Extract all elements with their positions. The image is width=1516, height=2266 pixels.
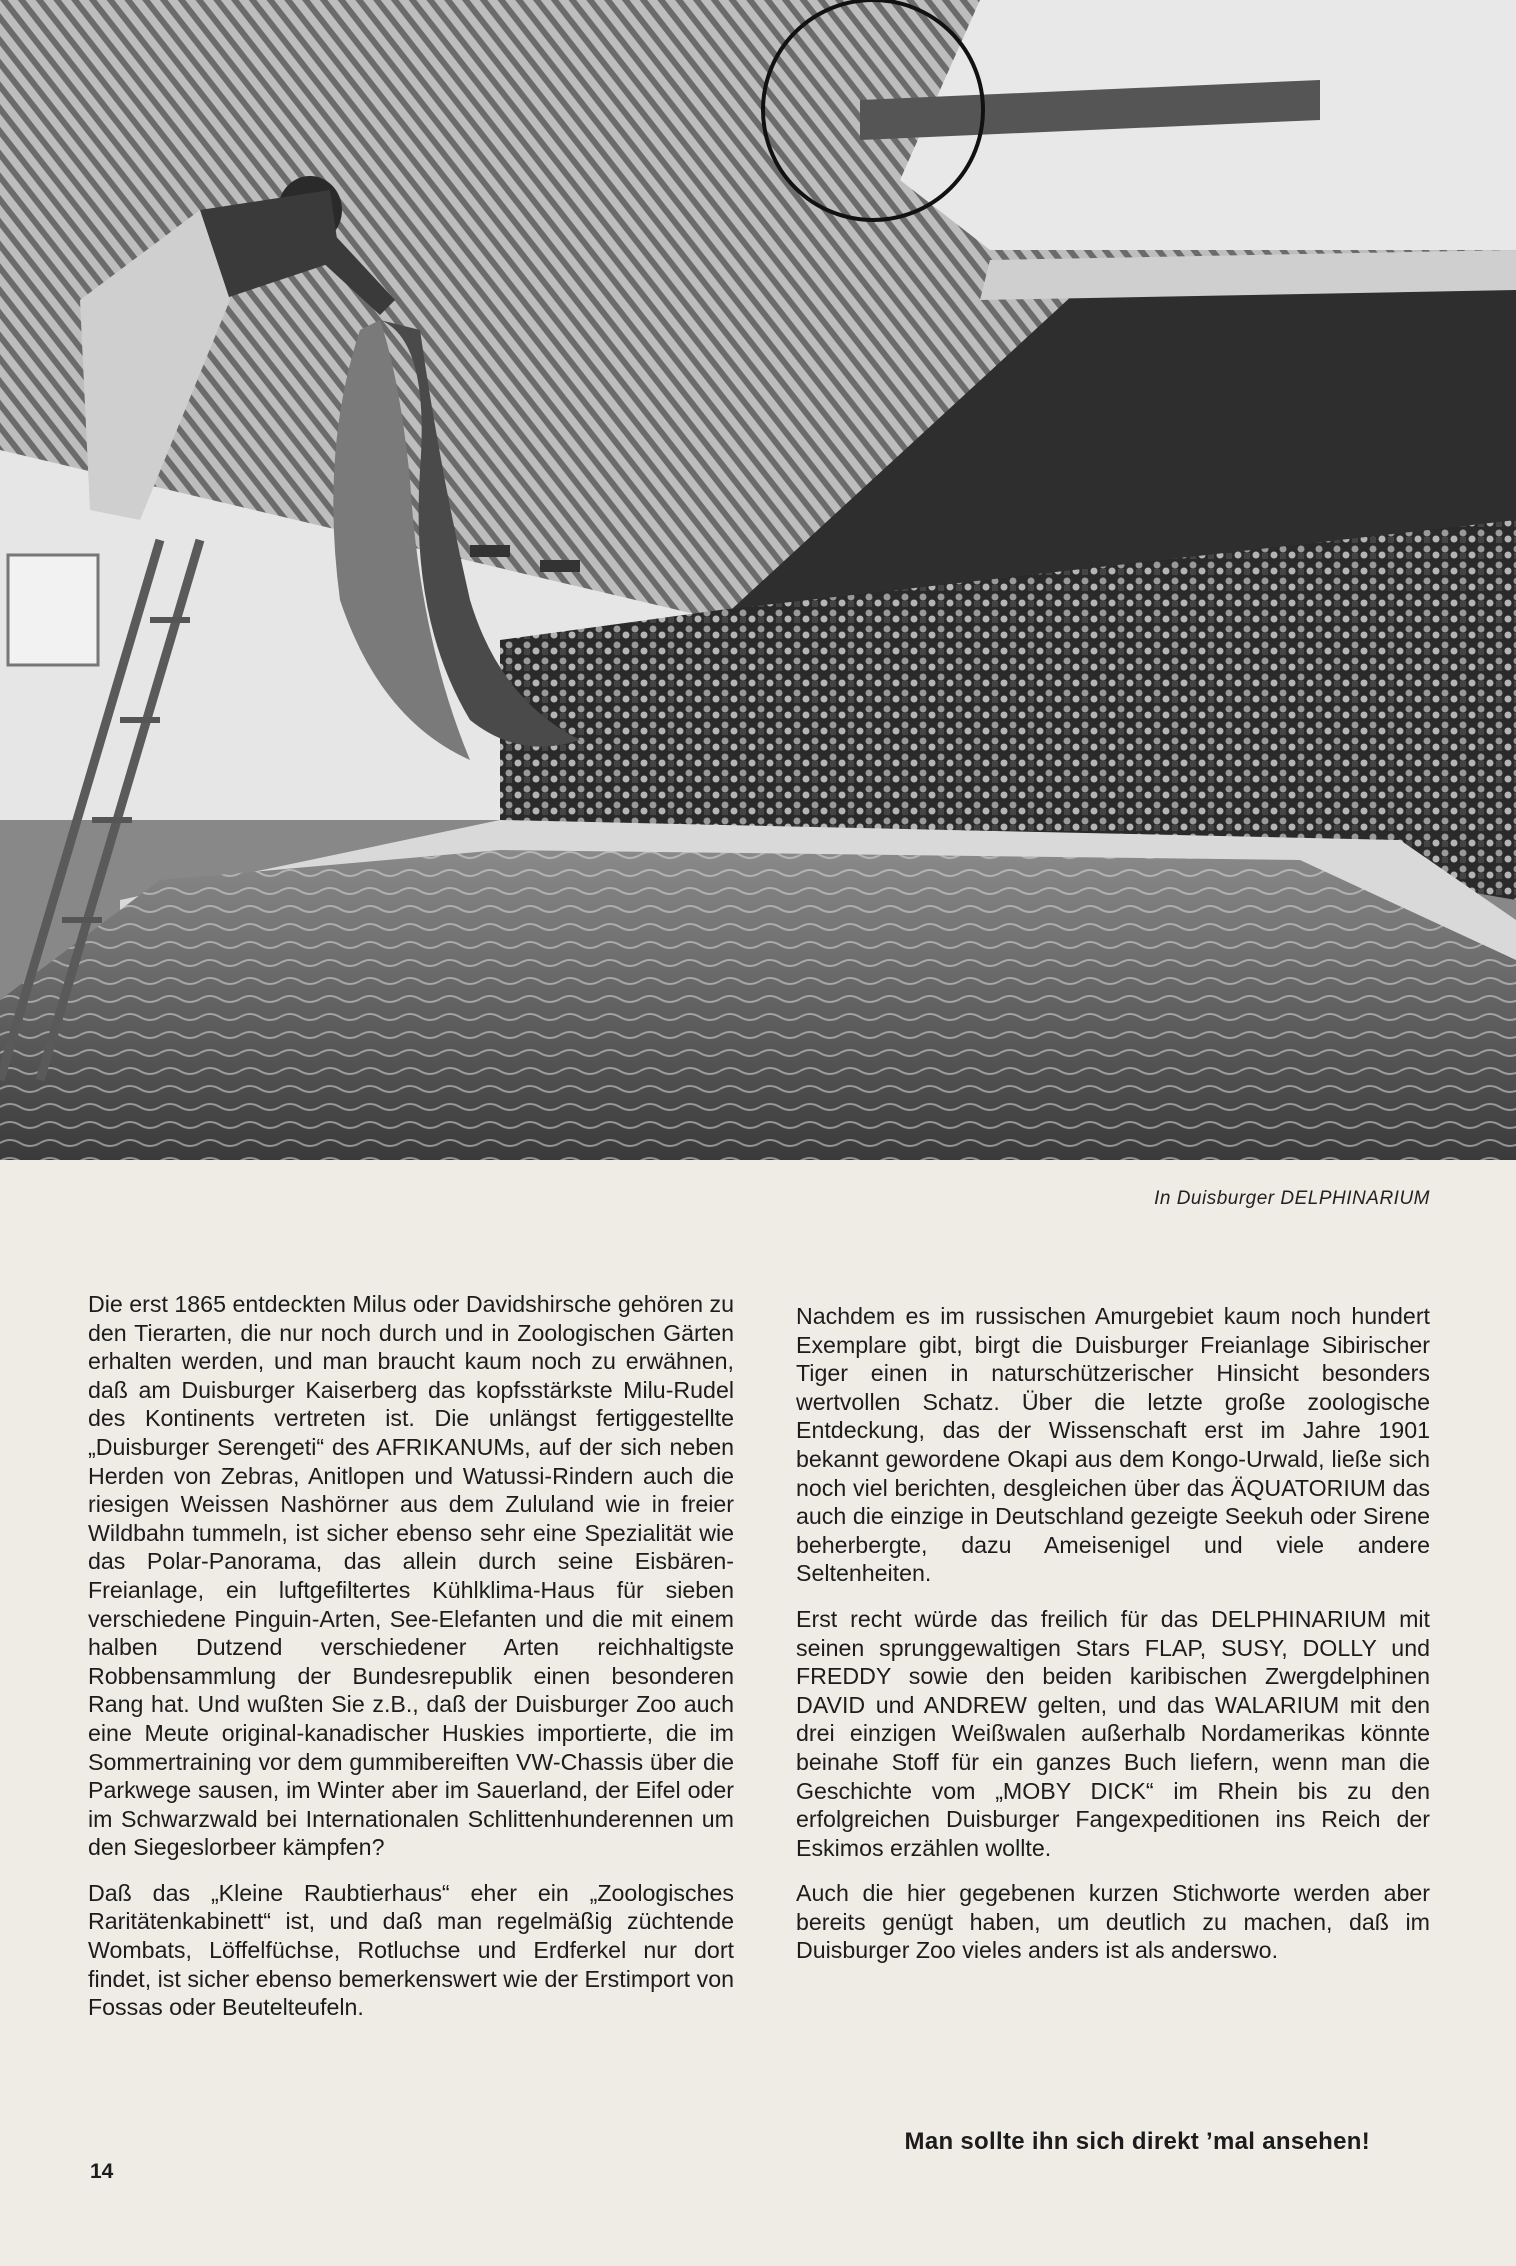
paragraph-raubtierhaus: Daß das „Kleine Raubtierhaus“ eher ein „Zoologisches Raritätenkabinett“ ist, und daß man regelmäßig züchtende Wombats, Löffelfüchse, Rotluchse und Erdferkel nur dort findet, ist sicher ebenso bemerkenswert wie der Erstimport von Fossas oder Beutelteufeln. (88, 1879, 734, 2021)
paragraph-delphinarium: Erst recht würde das freilich für das DELPHINARIUM mit seinen sprunggewaltigen Stars FLAP, SUSY, DOLLY und FREDDY sowie den beiden karibischen Zwergdelphinen DAVID und ANDREW gelten, und das WALARIUM mit den drei einzigen Weißwalen außerhalb Nordamerikas könnte beinahe Stoff für ein ganzes Buch liefern, wenn man die Geschichte vom „MOBY DICK“ im Rhein bis zu den erfolgreichen Duisburger Fangexpeditionen ins Reich der Eskimos erzählen wollte. (796, 1605, 1430, 1861)
photo-caption: In Duisburger DELPHINARIUM (1154, 1188, 1430, 1209)
paragraph-milus: Die erst 1865 entdeckten Milus oder Davidshirsche gehören zu den Tierarten, die nur noch durch und in Zoologischen Gärten erhalten werden, und man braucht kaum noch zu erwähnen, daß am Duisburger Kaiserberg das kopfsstärkste Milu-Rudel des Kontinents vertreten ist. Die unlängst fertiggestellte „Duisburger Serengeti“ des AFRIKANUMs, auf der sich neben Herden von Zebras, Anitlopen und Watussi-Rindern auch die riesigen Weissen Nashörner aus dem Zululand wie in freier Wildbahn tummeln, ist sicher ebenso sehr eine Spezialität wie das Polar-Panorama, das allein durch seine Eisbären-Freianlage, ein luftgefiltertes Kühlklima-Haus für sieben verschiedene Pinguin-Arten, See-Elefanten und die mit einem halben Dutzend verschiedener Arten reichhaltigste Robbensammlung der Bundesrepublik einen besonderen Rang hat. Und wußten Sie z.B., daß der Duisburger Zoo auch eine Meute original-kanadischer Huskies importierte, die im Sommertraining vor dem gummibereiften VW-Chassis über die Parkwege sausen, im Winter aber im Sauerland, der Eifel oder im Schwarzwald bei Internationalen Schlittenhunderennen um den Siegeslorbeer kämpfen? (88, 1291, 734, 1861)
paragraph-stichworte: Auch die hier gegebenen kurzen Stichworte werden aber bereits genügt haben, um deutlich zu machen, daß im Duisburger Zoo vieles anders ist als anderswo. (796, 1880, 1430, 1964)
paragraph-tiger: Nachdem es im russischen Amurgebiet kaum noch hundert Exemplare gibt, birgt die Duisburger Freianlage Sibirischer Tiger einen in naturschützerischer Hinsicht besonders wertvollen Schatz. Über die letzte große zoologische Entdeckung, das der Wissenschaft erst im Jahre 1901 bekannt gewordene Okapi aus dem Kongo-Urwald, ließe sich noch viel berichten, desgleichen über das ÄQUATORIUM das auch die einzige in Deutschland gezeigte Seekuh oder Sirene beherbergte, dazu Ameisenigel und viele andere Seltenheiten. (796, 1303, 1430, 1587)
left-text-column (88, 1290, 734, 2039)
closing-line: Man sollte ihn sich direkt ’mal ansehen! (904, 2128, 1370, 2155)
right-text-column (796, 1302, 1430, 1982)
page-number: 14 (90, 2160, 114, 2183)
